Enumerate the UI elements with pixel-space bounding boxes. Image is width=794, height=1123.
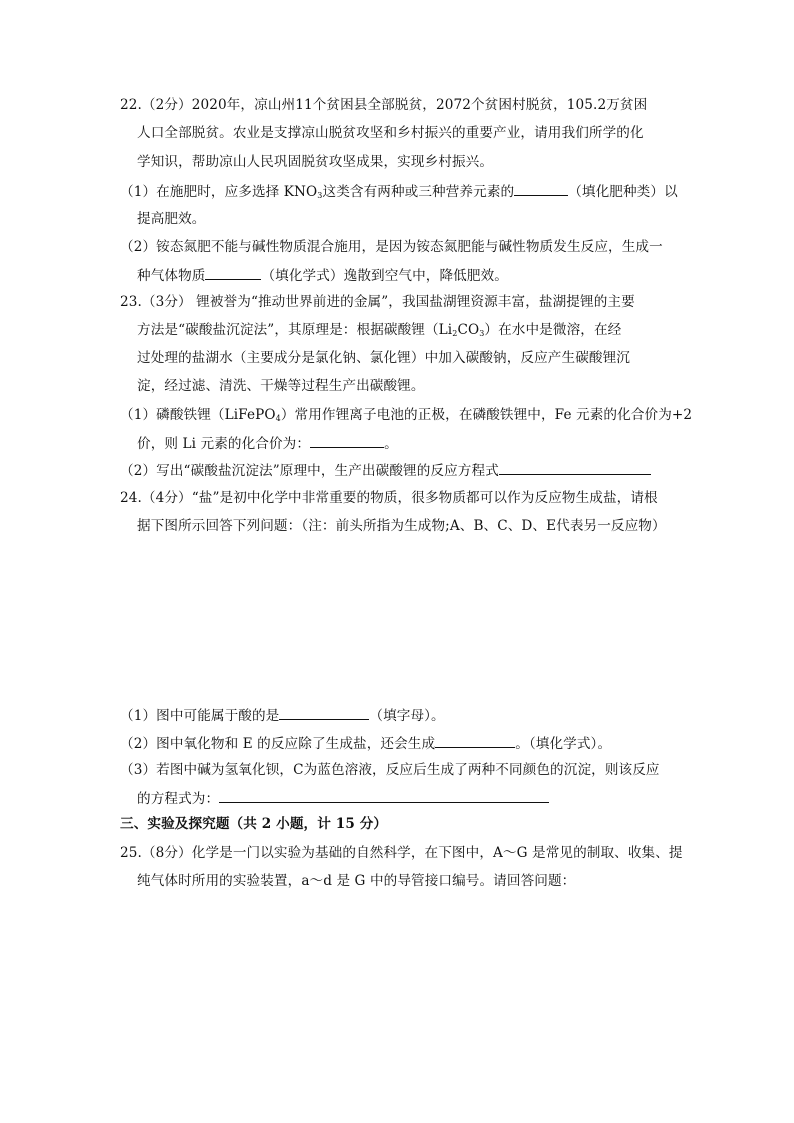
q24-figure-area (120, 545, 680, 695)
q25-line-2: 纯气体时所用的实验装置，a～d 是 G 中的导管接口编号。请回答问题： (137, 873, 576, 889)
q22-part-1-subscript: 3 (317, 191, 323, 200)
q23-line-3: 过处理的盐湖水（主要成分是氯化钠、氯化锂）中加入碳酸钠，反应产生碳酸锂沉 (137, 350, 630, 366)
q22-part-2-text-b: （填化学式）逸散到空气中，降低肥效。 (261, 268, 508, 284)
q23-part-2-answer-blank[interactable] (499, 461, 651, 475)
q23-part-1-line-2 (137, 434, 398, 453)
q23-part-2 (120, 461, 651, 480)
q24-part-3-line-2 (137, 789, 549, 808)
q24-part-3-text-a: 的方程式为： (137, 791, 220, 807)
q24-part-1-text-b: （填字母）。 (369, 708, 445, 724)
q22-part-2-text-a: 种气体物质 (137, 268, 206, 284)
section-3-title: 三、实验及探究题（共 2 小题，计 15 分） (120, 816, 388, 832)
q23-line-2-text-end: ）在水中是微溶，在经 (484, 322, 622, 338)
q23-line-2-text-mid: CO (457, 322, 480, 338)
q24-part-2-text-b: 。（填化学式）。 (515, 736, 612, 752)
q23-part-1-text-b: ）常用作锂离子电池的正极，在磷酸铁锂中，Fe 元素的化合价为+2 (280, 407, 693, 423)
q24-part-3-line-1: （3）若图中碱为氢氧化钡，C为蓝色溶液，反应后生成了两种不同颜色的沉淀，则该反应 (120, 762, 660, 778)
q25-figure-area (120, 900, 680, 1100)
q23-part-1-text-d: 。 (384, 436, 398, 452)
q24-line-1: 24.（4分）“盐”是初中化学中非常重要的物质，很多物质都可以作为反应物生成盐，请根 (120, 490, 658, 506)
q22-part-1-text-b: 这类含有两种或三种营养元素的 (322, 184, 515, 200)
q22-line-3: 学知识，帮助凉山人民巩固脱贫攻坚成果，实现乡村振兴。 (137, 154, 494, 170)
q22-part-1-line-2: 提高肥效。 (137, 211, 206, 227)
q23-line-2 (137, 321, 621, 343)
q22-part-1-text-a: （1）在施肥时，应多选择 KNO (120, 184, 318, 200)
q24-part-1-answer-blank[interactable] (279, 706, 369, 720)
q23-part-1-answer-blank[interactable] (310, 434, 384, 448)
q24-part-2 (120, 734, 611, 753)
q24-part-1-text-a: （1）图中可能属于酸的是 (120, 708, 280, 724)
q22-line-1: 22.（2分）2020年，凉山州11个贫困县全部脱贫，2072个贫困村脱贫，105.2万贫困 (120, 97, 648, 113)
q22-part-2-line-2 (137, 266, 508, 285)
q23-part-1-subscript: 4 (275, 414, 281, 423)
q23-part-2-text: （2）写出“碳酸盐沉淀法”原理中，生产出碳酸锂的反应方程式 (120, 463, 499, 479)
q23-part-1-text-c: 价，则 Li 元素的化合价为： (137, 436, 311, 452)
q24-part-2-answer-blank[interactable] (435, 734, 515, 748)
q23-line-2-text-a: 方法是“碳酸盐沉淀法”，其原理是：根据碳酸锂（Li (137, 322, 453, 338)
q22-part-1 (120, 182, 678, 205)
q23-part-1 (120, 406, 692, 428)
q24-part-2-text-a: （2）图中氧化物和 E 的反应除了生成盐，还会生成 (120, 736, 436, 752)
q24-line-2: 据下图所示回答下列问题：（注：前头所指为生成物;A、B、C、D、E代表另一反应物） (137, 518, 666, 534)
q22-part-2-answer-blank[interactable] (205, 266, 261, 280)
q22-line-2: 人口全部脱贫。农业是支撑凉山脱贫攻坚和乡村振兴的重要产业，请用我们所学的化 (137, 125, 644, 141)
q24-part-3-answer-blank[interactable] (219, 789, 549, 803)
q25-line-1: 25.（8分）化学是一门以实验为基础的自然科学，在下图中，A～G 是常见的制取、收集、提 (120, 845, 683, 861)
q23-line-2-subscript-2: 3 (479, 329, 485, 338)
q23-part-1-text-a: （1）磷酸铁锂（LiFePO (120, 407, 276, 423)
q23-line-2-subscript-1: 2 (452, 329, 458, 338)
q23-line-4: 淀，经过滤、清洗、干燥等过程生产出碳酸锂。 (137, 378, 425, 394)
q22-part-2-line-1: （2）铵态氮肥不能与碱性物质混合施用，是因为铵态氮肥能与碱性物质发生反应，生成一 (120, 239, 663, 255)
q24-part-1 (120, 706, 445, 725)
q22-part-1-text-c: （填化肥种类）以 (568, 184, 678, 200)
q23-line-1: 23.（3分） 锂被誉为“推动世界前进的金属”，我国盐湖锂资源丰富，盐湖提锂的主要 (120, 294, 635, 310)
q22-part-1-answer-blank[interactable] (514, 182, 568, 196)
